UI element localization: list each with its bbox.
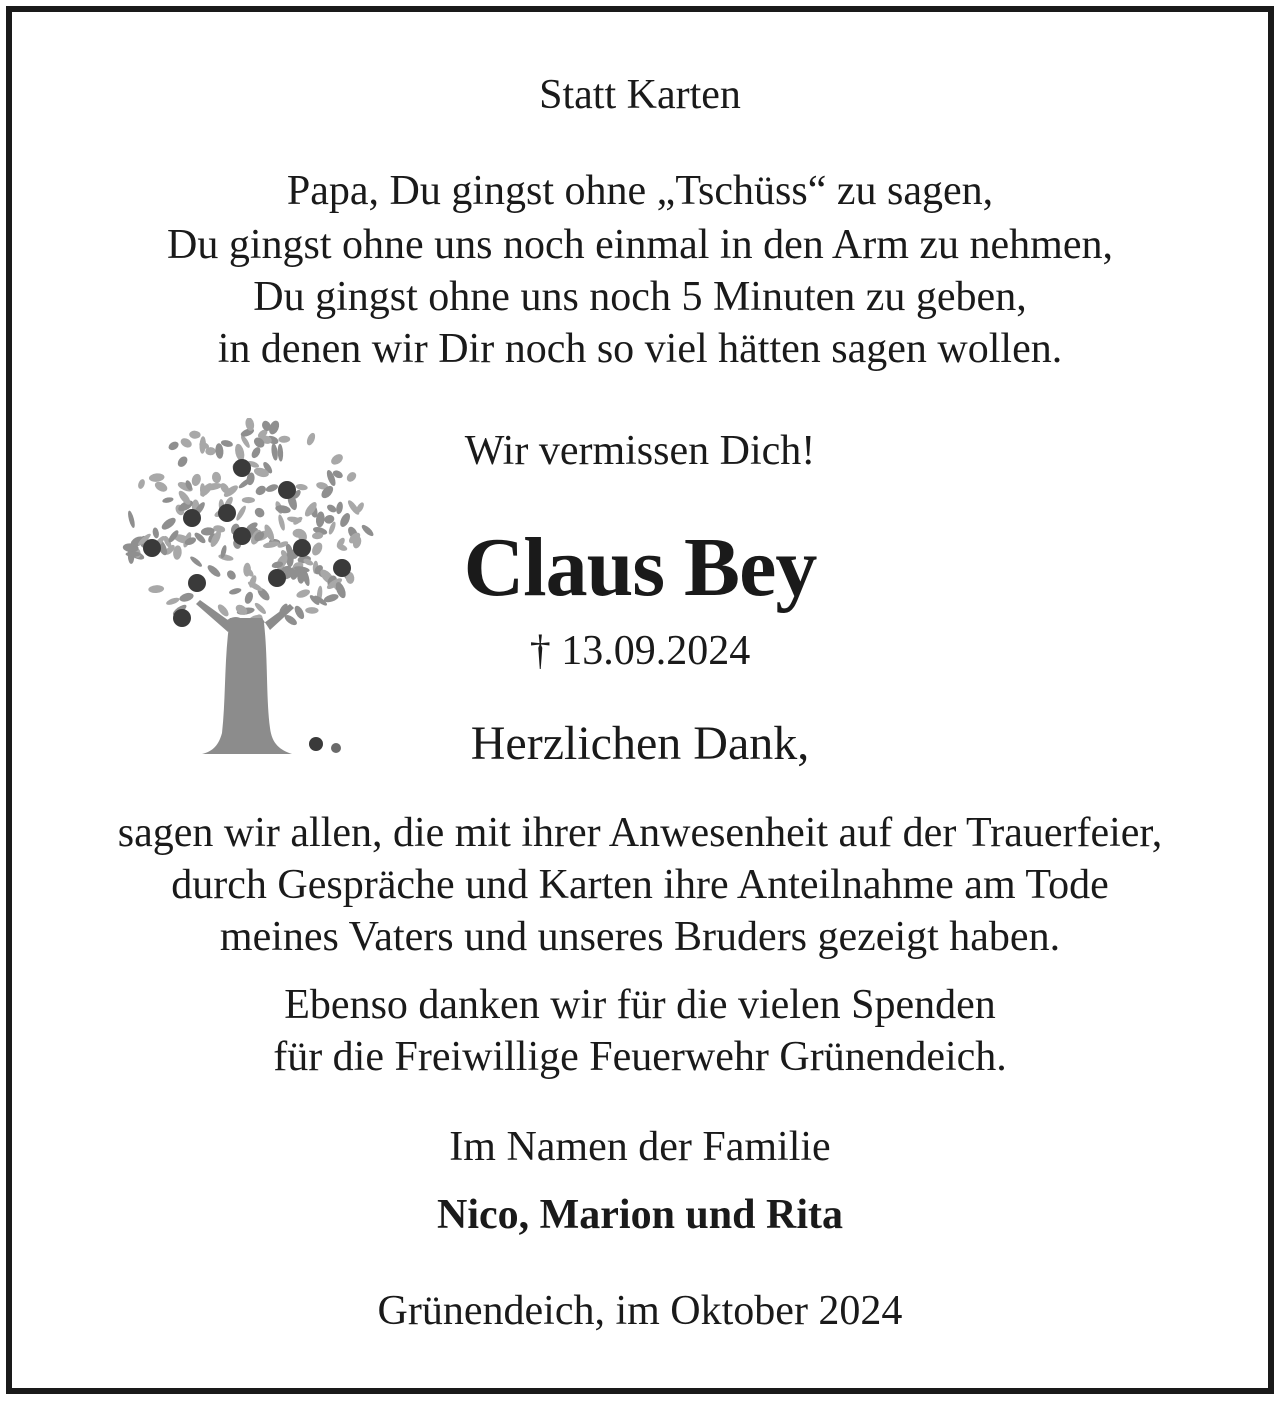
leaf <box>218 553 234 562</box>
leaf <box>126 552 141 557</box>
leaf <box>228 587 242 596</box>
poem-line: Papa, Du gingst ohne „Tschüss“ zu sagen, <box>286 168 994 214</box>
leaf <box>127 510 136 528</box>
apple <box>218 504 236 522</box>
leaf <box>295 588 311 600</box>
thanks-heading: Herzlichen Dank, <box>470 717 810 770</box>
tree-crown <box>122 418 375 628</box>
leaf <box>253 506 266 519</box>
leaf <box>234 443 246 462</box>
leaf <box>148 585 164 594</box>
leaf <box>137 478 146 490</box>
leaf <box>345 470 358 483</box>
family-intro: Im Namen der Familie <box>449 1124 831 1170</box>
leaf <box>253 601 267 615</box>
family-names: Nico, Marion und Rita <box>436 1192 843 1238</box>
leaf <box>235 504 248 521</box>
leaf <box>189 555 204 568</box>
leaf <box>199 436 206 454</box>
leaf <box>335 501 343 515</box>
tree-trunk <box>196 600 294 754</box>
apple-tree-icon <box>112 418 382 768</box>
apple <box>278 481 296 499</box>
leaf <box>152 527 160 539</box>
leaf <box>165 596 180 606</box>
apple <box>233 527 251 545</box>
apple <box>233 459 251 477</box>
apple <box>188 574 206 592</box>
leaf <box>270 443 278 461</box>
leaf <box>179 436 193 449</box>
apple <box>268 569 286 587</box>
leaf <box>277 514 286 531</box>
leaf <box>326 503 338 514</box>
leaf <box>149 473 165 483</box>
apple <box>183 509 201 527</box>
thanks-line: meines Vaters und unseres Bruders gezeigt haben. <box>219 914 1061 960</box>
apple <box>293 539 311 557</box>
fallen-apple <box>309 737 323 751</box>
leaf <box>305 432 317 447</box>
leaf <box>243 591 254 605</box>
leaf <box>189 430 201 439</box>
leaf <box>167 440 180 452</box>
leaf <box>211 471 222 484</box>
leaf <box>162 496 174 503</box>
leaf <box>160 516 178 532</box>
apple <box>333 559 351 577</box>
thanks-line: durch Gespräche und Karten ihre Anteilnahme am Tode <box>171 862 1109 908</box>
leaf <box>234 603 249 617</box>
leaf <box>329 452 345 467</box>
leaf <box>278 435 290 443</box>
poem-line: Du gingst ohne uns noch einmal in den Arm zu nehmen, <box>166 222 1113 268</box>
leaf <box>215 443 224 459</box>
leaf <box>310 541 324 557</box>
leaf <box>250 446 262 460</box>
thanks-line: sagen wir allen, die mit ihrer Anwesenheit auf der Trauerfeier, <box>117 810 1163 856</box>
leaf <box>277 444 283 462</box>
poem-line: in denen wir Dir noch so viel hätten sagen wollen. <box>217 326 1063 372</box>
leaf <box>242 497 255 503</box>
donation-line: Ebenso danken wir für die vielen Spenden <box>284 982 996 1028</box>
leaf <box>295 483 308 491</box>
leaf <box>254 484 268 497</box>
leaf <box>176 455 190 469</box>
leaf <box>293 604 306 620</box>
apple <box>173 609 191 627</box>
death-date: † 13.09.2024 <box>529 628 751 674</box>
place-date: Grünendeich, im Oktober 2024 <box>377 1288 903 1334</box>
leaf <box>206 563 223 579</box>
leaf <box>190 473 202 487</box>
leaf <box>265 483 279 494</box>
donation-line: für die Freiwillige Feuerwehr Grünendeich. <box>273 1034 1007 1080</box>
header-text: Statt Karten <box>539 72 741 118</box>
fallen-apple-small <box>331 743 341 753</box>
leaf <box>338 512 352 529</box>
deceased-name: Claus Bey <box>463 521 817 614</box>
leaf <box>178 591 194 603</box>
leaf <box>287 516 302 524</box>
leaf <box>360 523 375 538</box>
poem-line: Du gingst ohne uns noch 5 Minuten zu geben, <box>253 274 1027 320</box>
leaf <box>225 569 237 582</box>
miss-line: Wir vermissen Dich! <box>464 428 816 474</box>
apple <box>143 539 161 557</box>
leaf <box>305 607 319 614</box>
